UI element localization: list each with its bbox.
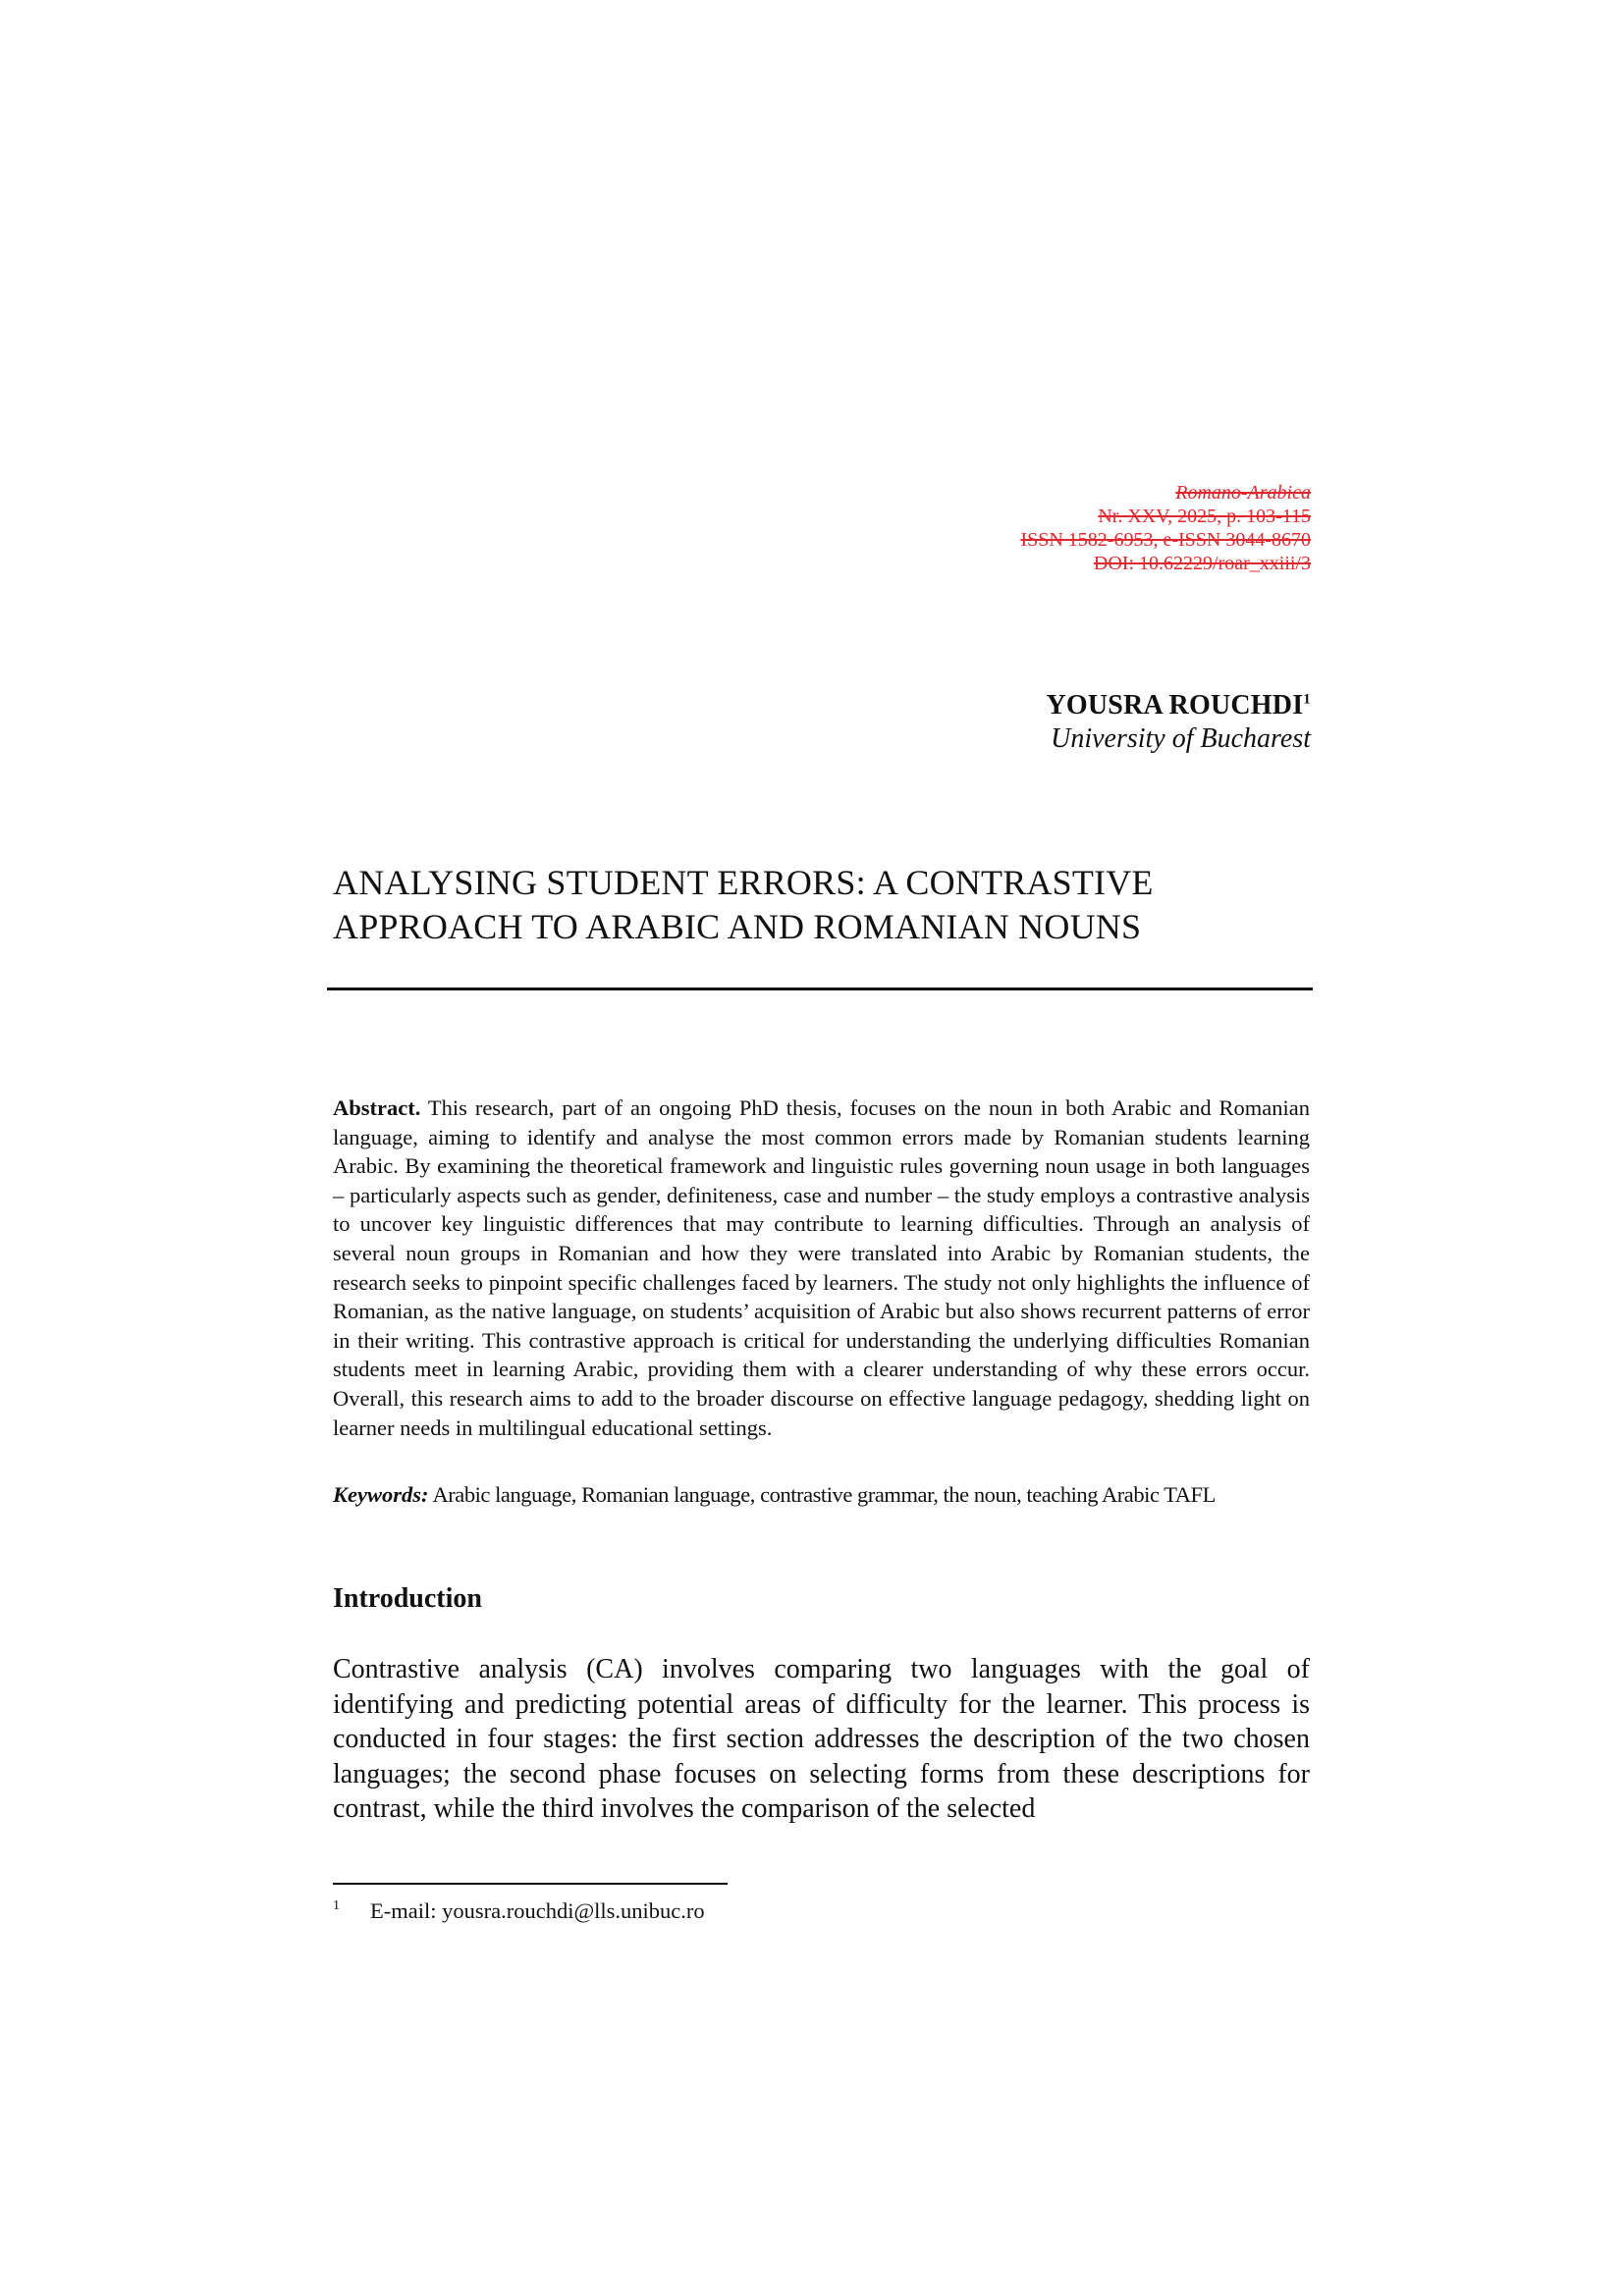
abstract (333, 1094, 1310, 1442)
paper-title-line-2: APPROACH TO ARABIC AND ROMANIAN NOUNS (333, 907, 1142, 946)
keywords (333, 1480, 1310, 1510)
title-divider (327, 988, 1313, 990)
journal-name: Romano-Arabica (1175, 482, 1311, 504)
footnote (333, 1897, 705, 1925)
introduction-heading: Introduction (333, 1583, 482, 1614)
introduction-paragraph: Contrastive analysis (CA) involves comparing two languages with the goal of identifying and predicting potential areas of difficulty for the learner. This process is conducted in four stages: the first section addresses the description of the two chosen languages; the second phase focuses on selecting forms from these descriptions for contrast, while the third involves the comparison of the selected (333, 1654, 1310, 1824)
footnote-number: 1 (333, 1898, 340, 1913)
author-affiliation: University of Bucharest (1051, 723, 1311, 754)
journal-doi: DOI: 10.62229/roar_xxiii/3 (1093, 553, 1311, 574)
paper-title (333, 861, 1315, 949)
author-block (1046, 689, 1311, 756)
author-name: YOUSRA ROUCHDI (1046, 690, 1304, 721)
paper-title-line-1: ANALYSING STUDENT ERRORS: A CONTRASTIVE (333, 863, 1154, 902)
author-name-line (1046, 689, 1311, 722)
keywords-label: Keywords: (333, 1482, 429, 1507)
keywords-text: Arabic language, Romanian language, contrastive grammar, the noun, teaching Arabic TAFL (432, 1482, 1216, 1507)
author-footnote-marker[interactable]: 1 (1303, 691, 1311, 708)
journal-issue: Nr. XXV, 2025, p. 103-115 (1098, 506, 1311, 527)
journal-header (1020, 481, 1311, 575)
footnote-divider (333, 1883, 728, 1885)
abstract-label: Abstract. (333, 1095, 421, 1120)
journal-issn: ISSN 1582-6953, e-ISSN 3044-8670 (1020, 529, 1311, 551)
footnote-text: E-mail: yousra.rouchdi@lls.unibuc.ro (370, 1898, 705, 1923)
abstract-text: This research, part of an ongoing PhD thesis, focuses on the noun in both Arabic and Romanian language, aiming to identify and analyse the most common errors made by Romanian students learning Arabic. By examining the theoretical framework and linguistic rules governing noun usage in both languages – particularly aspects such as gender, definiteness, case and number – the study employs a contrastive analysis to uncover key linguistic differences that may contribute to learning difficulties. Through an analysis of several noun groups in Romanian and how they were translated into Arabic by Romanian students, the research seeks to pinpoint specific challenges faced by learners. The study not only highlights the influence of Romanian, as the native language, on students’ acquisition of Arabic but also shows recurrent patterns of error in their writing. This contrastive approach is critical for understanding the underlying difficulties Romanian students meet in learning Arabic, providing them with a clearer understanding of why these errors occur. Overall, this research aims to add to the broader discourse on effective language pedagogy, shedding light on learner needs in multilingual educational settings. (333, 1095, 1311, 1440)
